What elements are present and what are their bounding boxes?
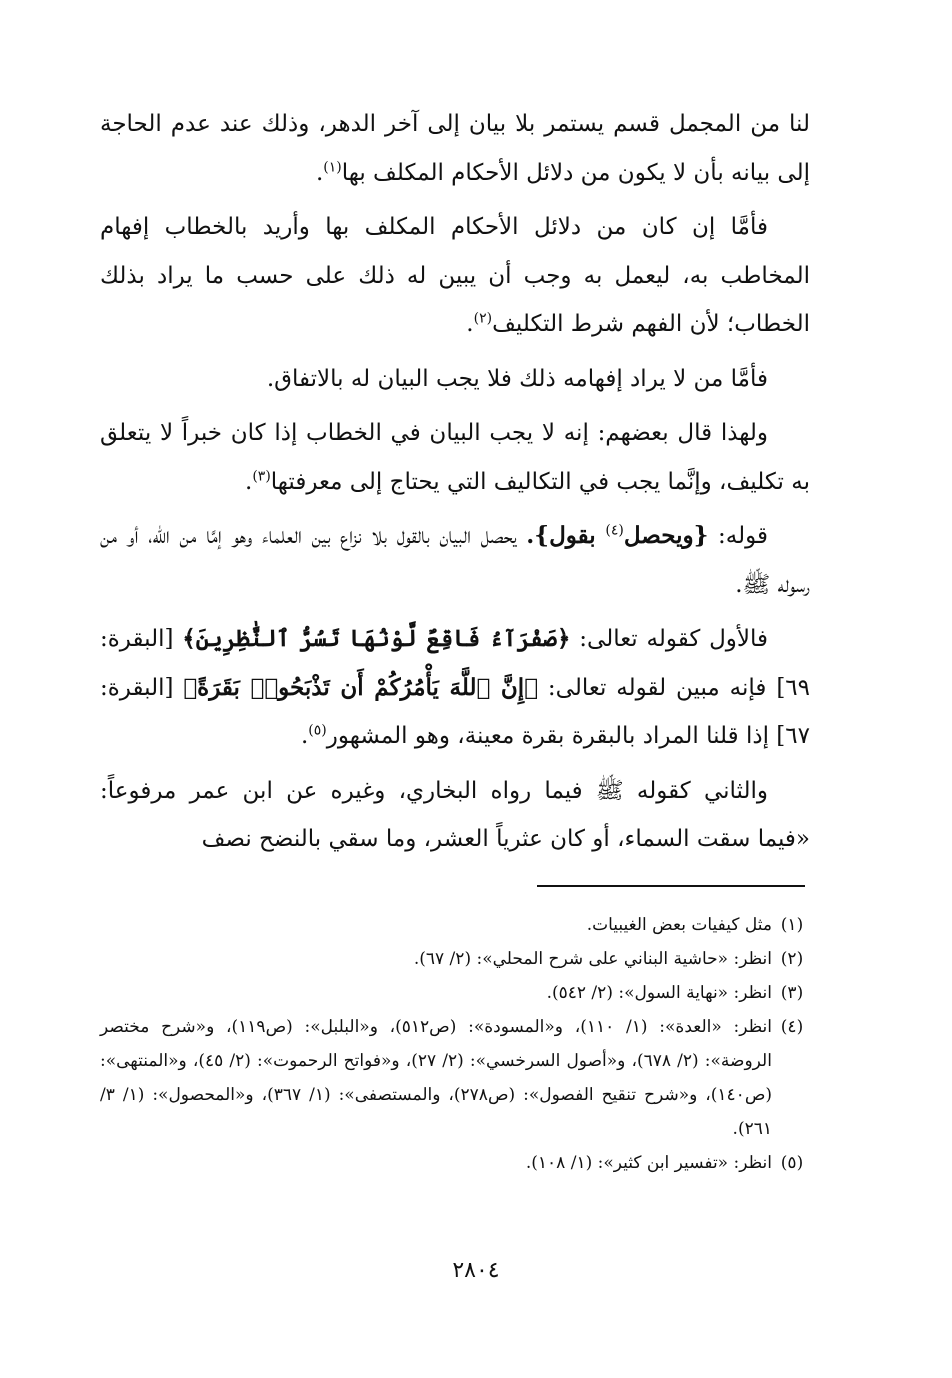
footnote-text: انظر: «تفسير ابن كثير»: (١/ ١٠٨).	[525, 1153, 772, 1173]
quran-verse: ﴿صَفْرَآءُ فَاقِعٌ لَّوْنُهَا تَسُرُّ ٱلنَّٰظِرِينَ﴾	[182, 625, 571, 652]
matn-quote: بقول}.	[526, 522, 596, 549]
main-text	[100, 100, 810, 864]
footnote-separator	[537, 885, 805, 887]
quran-verse: ﴿إِنَّ ٱللَّهَ يَأْمُرُكُمْ أَن تَذْبَحُوا۟ بَقَرَةً﴾	[183, 673, 538, 701]
footnote-ref: (١)	[323, 158, 342, 175]
footnote-ref: (٤)	[605, 522, 624, 539]
paragraph-text: [البقرة: ٦٩] فإنه مبين لقوله تعالى:	[100, 626, 811, 701]
paragraph-text: يحصل البيان بالقول بلا نزاع بين العلماء وهو إمَّا من الله، أو من رسوله ﷺ.	[100, 523, 810, 598]
matn-quote: {ويحصل	[623, 522, 709, 549]
paragraph-text: ولهذا قال بعضهم: إنه لا يجب البيان في الخطاب إذا كان خبراً لا يتعلق به تكليف، وإنَّما يجب في التكاليف التي يحتاج إلى معرفتها	[100, 420, 810, 495]
paragraph-text: [البقرة: ٦٧] إذا قلنا المراد بالبقرة بقرة معينة، وهو المشهور	[100, 674, 810, 749]
footnote-4	[100, 1010, 812, 1146]
footnote-3	[100, 976, 812, 1010]
footnote-1	[100, 908, 812, 942]
footnote-ref: (٣)	[252, 467, 271, 484]
paragraph-text: فأمَّا إن كان من دلائل الأحكام المكلف بها وأريد بالخطاب إفهام المخاطب به، ليعمل به وجب أن يبين له ذلك على حسب ما يراد بذلك الخطاب؛ لأن الفهم شرط التكليف	[100, 214, 810, 337]
footnote-5	[100, 1146, 812, 1180]
paragraph-6	[100, 615, 810, 761]
paragraph-2	[100, 203, 810, 349]
paragraph-text: لنا من المجمل قسم يستمر بلا بيان إلى آخر الدهر، وذلك عند عدم الحاجة إلى بيانه بأن لا يكون من دلائل الأحكام المكلف بها	[100, 111, 810, 186]
punctuation: .	[300, 723, 309, 749]
paragraph-text: فالأول كقوله تعالى:	[579, 626, 769, 652]
footnote-ref: (٥)	[308, 722, 327, 739]
footnote-number: (٢)	[780, 949, 804, 969]
punctuation: .	[466, 311, 474, 337]
footnote-number: (٤)	[780, 1017, 804, 1037]
page-number: ٢٨٠٤	[452, 1258, 500, 1283]
paragraph-1	[100, 100, 810, 197]
footnote-number: (١)	[780, 915, 804, 935]
paragraph-3: فأمَّا من لا يراد إفهامه ذلك فلا يجب البيان له بالاتفاق.	[266, 365, 768, 392]
footnote-2	[100, 942, 812, 976]
paragraph-5	[100, 512, 810, 609]
footnote-text: انظر: «العدة»: (١/ ١١٠)، و«المسودة»: (ص٥١٢)، و«البلبل»: (ص١١٩)، و«شرح مختصر الروضة»: (٢/ ٦٧٨)، و«أصول السرخسي»: (٢/ ٢٧)، و«فواتح الرحموت»: (٢/ ٤٥)، و«المنتهى»: (ص١٤٠)، و«شرح تنقيح الفصول»: (ص٢٧٨)، والمستصفى»: (١/ ٣٦٧)، و«المحصول»: (١/ ٣/ ٢٦١).	[100, 1017, 773, 1139]
punctuation: .	[315, 159, 324, 186]
paragraph-7: والثاني كقوله ﷺ فيما رواه البخاري، وغيره عن ابن عمر مرفوعاً: «فيما سقت السماء، أو كان عثرياً العشر، وما سقي بالنضح نصف	[100, 777, 810, 852]
footnotes	[100, 908, 812, 1180]
footnote-number: (٥)	[780, 1153, 804, 1173]
paragraph-4	[100, 409, 810, 506]
footnote-number: (٣)	[780, 983, 804, 1003]
footnote-ref: (٢)	[473, 310, 493, 327]
footnote-text: مثل كيفيات بعض الغيبيات.	[586, 915, 772, 935]
footnote-text: انظر: «حاشية البناني على شرح المحلي»: (٢/ ٦٧).	[413, 949, 772, 969]
punctuation: .	[245, 468, 253, 495]
paragraph-text: قوله:	[718, 523, 769, 549]
footnote-text: انظر: «نهاية السول»: (٢/ ٥٤٢).	[546, 983, 772, 1003]
